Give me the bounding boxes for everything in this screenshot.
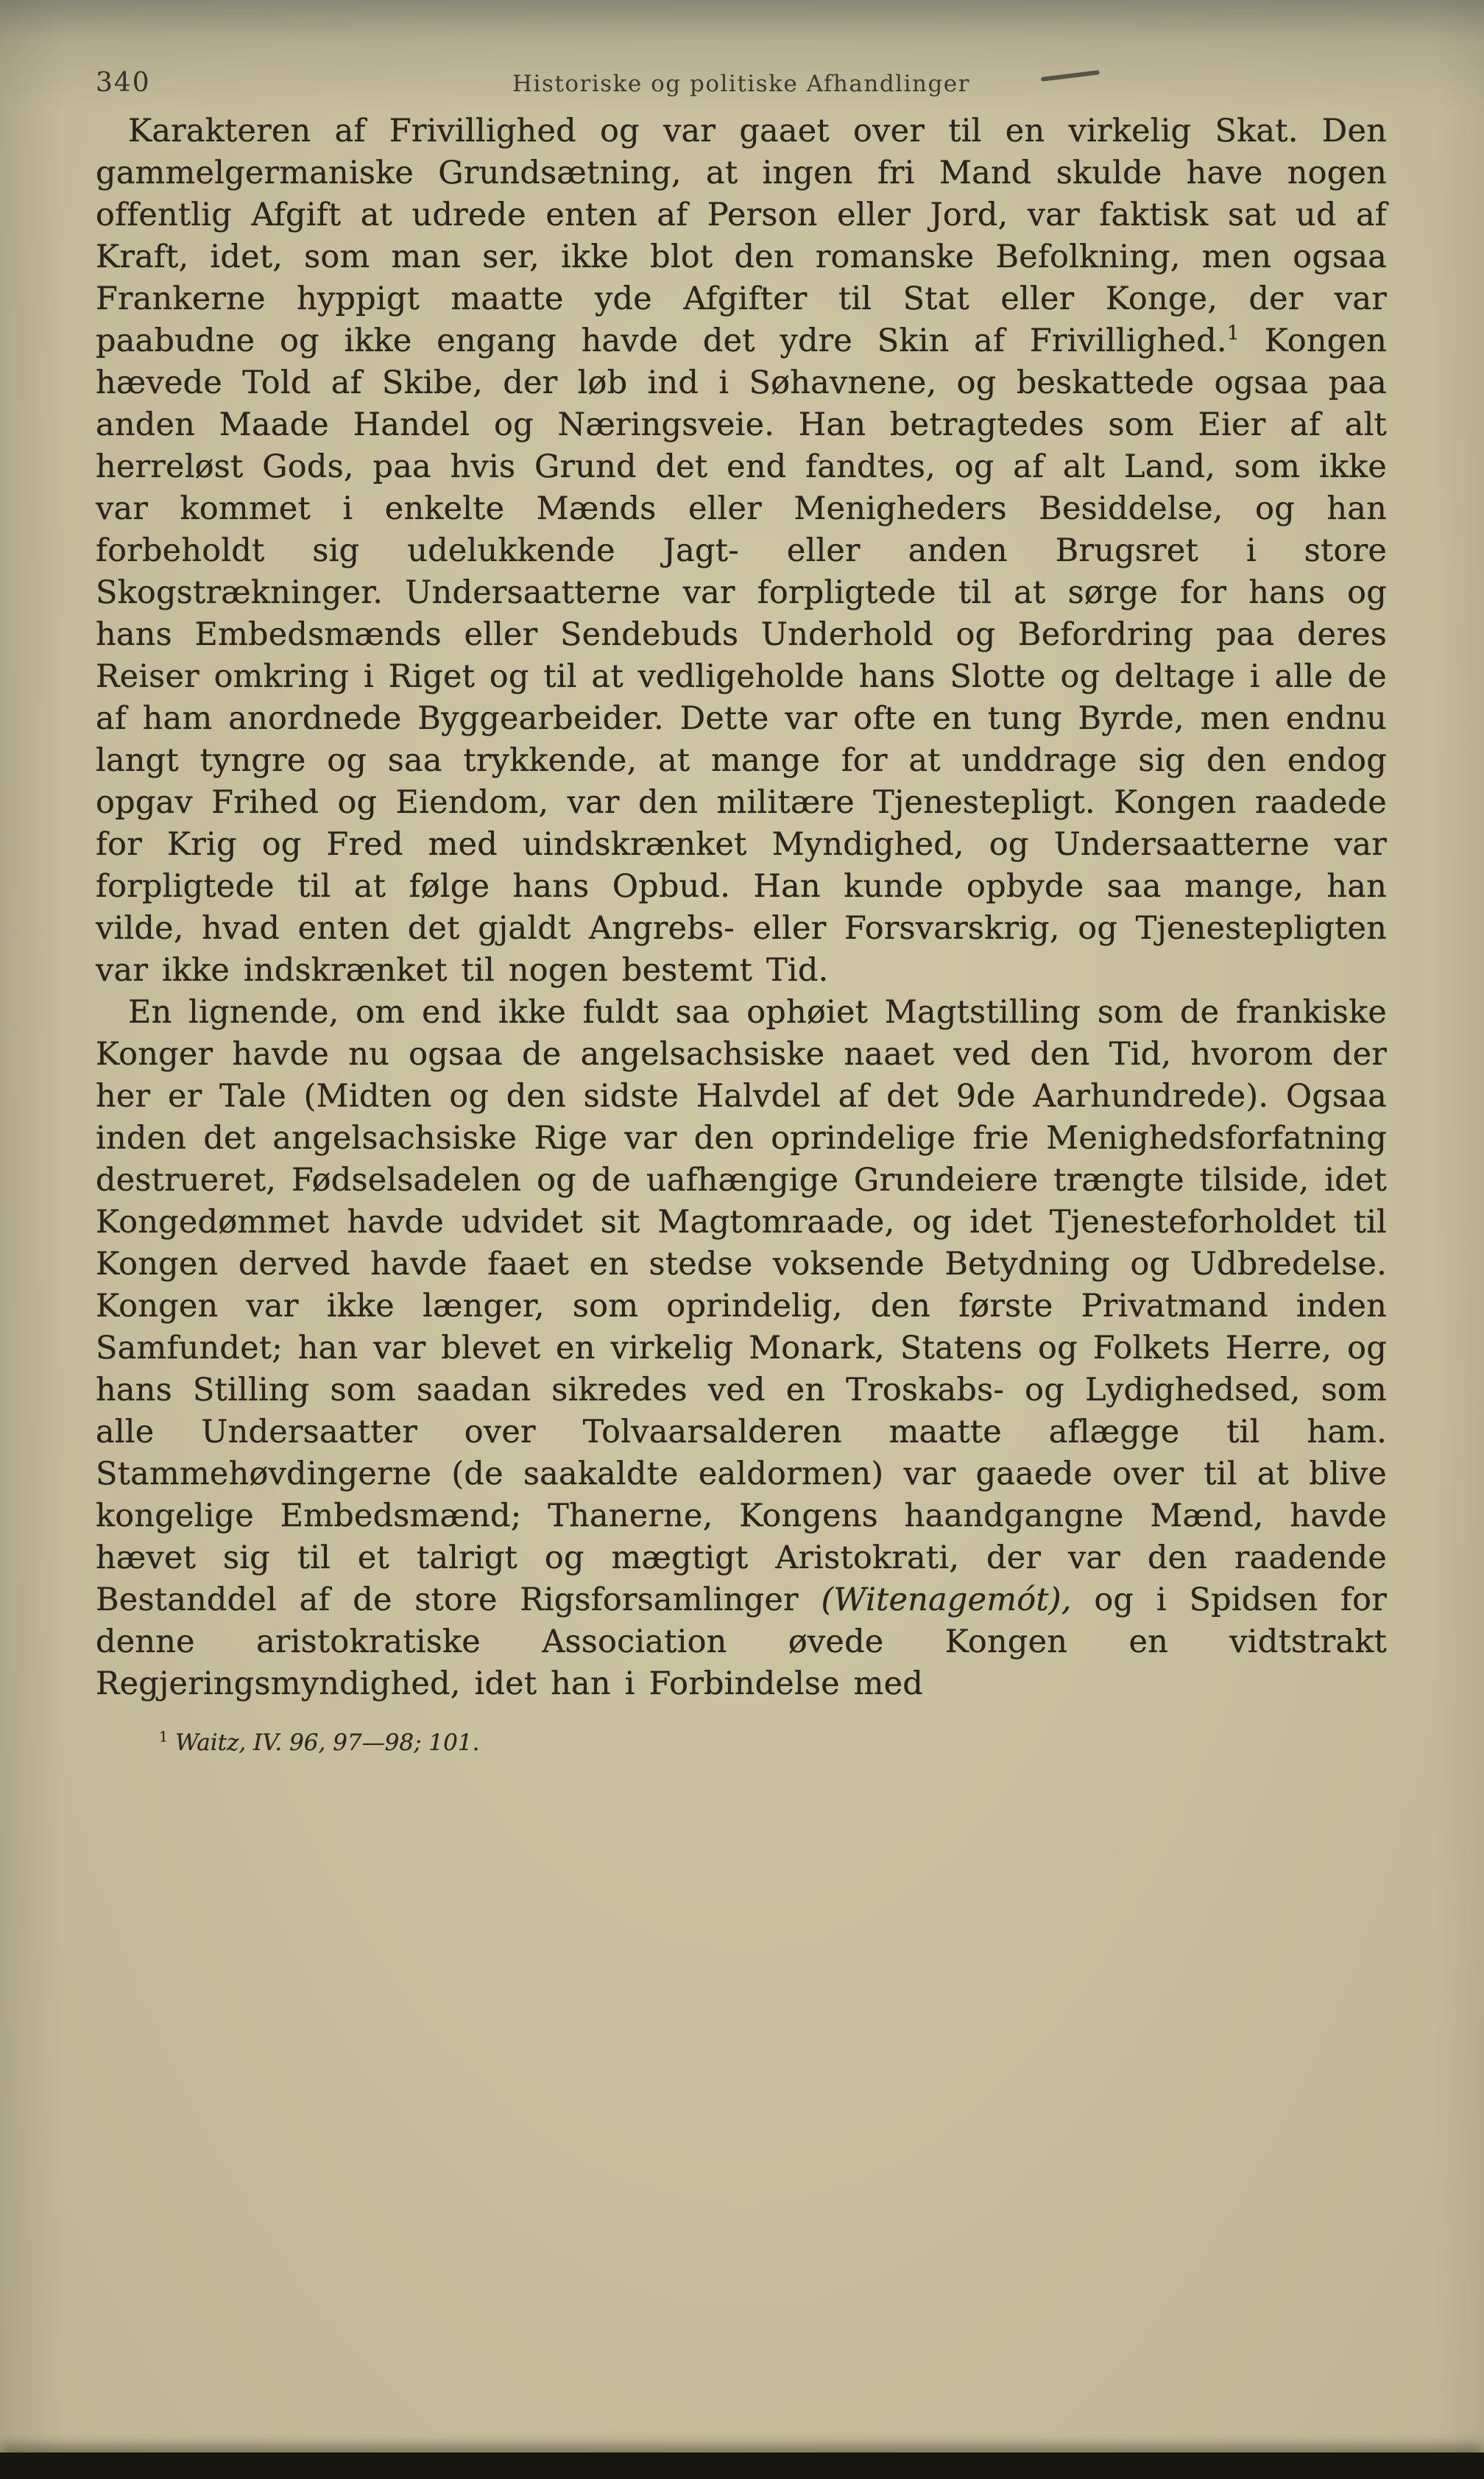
footnote-marker: 1 bbox=[159, 1728, 169, 1746]
footnote-marker: 1 bbox=[1226, 322, 1240, 345]
text-run: Waitz, IV. 96, 97—98; 101. bbox=[175, 1729, 480, 1756]
body-text bbox=[96, 110, 1387, 1705]
page-number: 340 bbox=[96, 68, 151, 98]
text-run: Karakteren af Frivillighed og var gaaet over til en virkelig Skat. Den gammelgermaniske Grundsætning, at ingen fri Mand skulde have nogen offentlig Afgift at udrede enten af Person eller Jord, var faktisk sat ud af Kraft, idet, som man ser, ikke blot den romanske Befolkning, men ogsaa Frankerne hyppigt maatte yde Afgifter til Stat eller Konge, der var paabudne og ikke engang havde det ydre Skin af Frivillighed. bbox=[96, 113, 1387, 359]
scan-bottom-shadow-bar bbox=[0, 2452, 1484, 2479]
running-header-row bbox=[96, 68, 1387, 103]
paragraph bbox=[96, 110, 1387, 992]
text-run: (Witenagemót), bbox=[821, 1581, 1072, 1618]
paragraph bbox=[96, 992, 1387, 1705]
text-run bbox=[168, 1729, 175, 1756]
text-run: Kongen hævede Told af Skibe, der løb ind i Søhavnene, og beskattede ogsaa paa anden Maade Handel og Næringsveie. Han betragtedes som Eier af alt herreløst Gods, paa hvis Grund det end fandtes, og af alt Land, som ikke var kommet i enkelte Mænds eller Menigheders Besiddelse, og han forbeholdt sig udelukkende Jagt- eller anden Brugsret i store Skogstrækninger. Undersaatterne var forpligtede til at sørge for hans og hans Embedsmænds eller Sendebuds Underhold og Befordring paa deres Reiser omkring i Riget og til at vedligeholde hans Slotte og deltage i alle de af ham anordnede Byggearbeider. Dette var ofte en tung Byrde, men endnu langt tyngre og saa trykkende, at mange for at unddrage sig den endog opgav Frihed og Eiendom, var den militære Tjenestepligt. Kongen raadede for Krig og Fred med uindskrænket Myndighed, og Undersaatterne var forpligtede til at følge hans Opbud. Han kunde opbyde saa mange, han vilde, hvad enten det gjaldt Angrebs- eller Forsvarskrig, og Tjenestepligten var ikke indskrænket til nogen bestemt Tid. bbox=[96, 322, 1388, 989]
text-column bbox=[96, 110, 1387, 1758]
text-run: En lignende, om end ikke fuldt saa ophøiet Magtstilling som de frankiske Konger havde nu ogsaa de angelsachsiske naaet ved den Tid, hvorom der her er Tale (Midten og den sidste Halvdel af det 9de Aarhundrede). Ogsaa inden det angelsachsiske Rige var den oprindelige frie Menighedsforfatning destrueret, Fødselsadelen og de uafhængige Grundeiere trængte tilside, idet Kongedømmet havde udvidet sit Magtomraade, og idet Tjenesteforholdet til Kongen derved havde faaet en stedse voksende Betydning og Udbredelse. Kongen var ikke længer, som oprindelig, den første Privatmand inden Samfundet; han var blevet en virkelig Monark, Statens og Folkets Herre, og hans Stilling som saadan sikredes ved en Troskabs- og Lydighedsed, som alle Undersaatter over Tolvaarsalderen maatte aflægge til ham. Stammehøvdingerne (de saakaldte ealdormen) var gaaede over til at blive kongelige Embedsmænd; Thanerne, Kongens haandgangne Mænd, havde hævet sig til et talrigt og mægtigt Aristokrati, der var den raadende Bestanddel af de store Rigsforsamlinger bbox=[96, 994, 1387, 1618]
footnote bbox=[96, 1727, 1387, 1758]
text-run: og i Spidsen for denne aristokratiske Association øvede Kongen en vidtstrakt Regjeringsmyndighed, idet han i Forbindelse med bbox=[96, 1581, 1387, 1702]
running-header: Historiske og politiske Afhandlinger bbox=[512, 71, 970, 97]
